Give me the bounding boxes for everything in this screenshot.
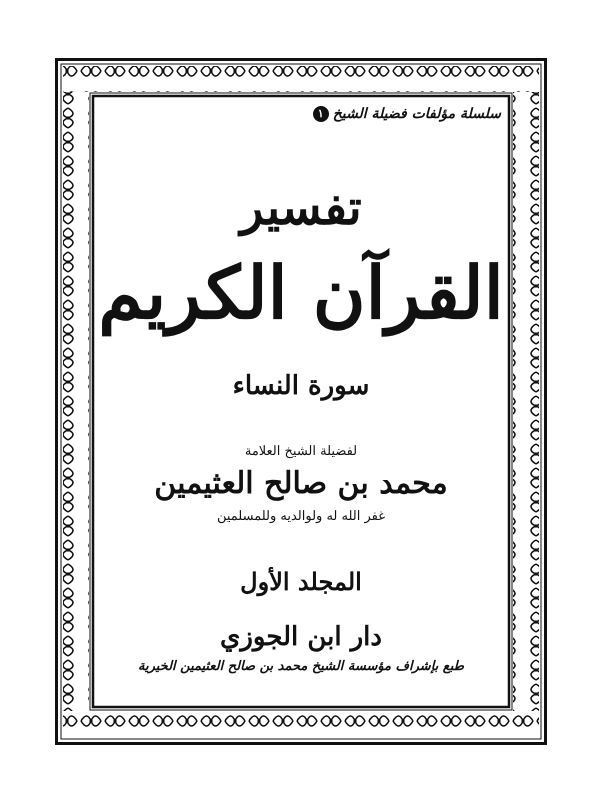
series-caption: [313, 106, 501, 122]
title-line-1: تفسير: [240, 180, 362, 236]
series-label: سلسلة مؤلفات فضيلة الشيخ: [332, 106, 501, 122]
publisher-supervision: طبع بإشراف مؤسسة الشيخ محمد بن صالح العثيمين الخيرية: [138, 659, 464, 674]
author-name: محمد بن صالح العثيمين: [154, 466, 448, 501]
series-number-badge: ١: [313, 106, 329, 122]
author-dua: غفر الله له ولوالديه وللمسلمين: [216, 509, 386, 524]
cover-content: [95, 98, 507, 705]
title-line-2: القرآن الكريم: [98, 250, 504, 335]
surah-name: سورة النساء: [232, 371, 370, 401]
volume-label: المجلد الأول: [240, 567, 362, 596]
cover-frame: [55, 58, 547, 745]
publisher-name: دار ابن الجوزي: [220, 622, 382, 652]
author-honorific: لفضيلة الشيخ العلامة: [244, 444, 358, 459]
